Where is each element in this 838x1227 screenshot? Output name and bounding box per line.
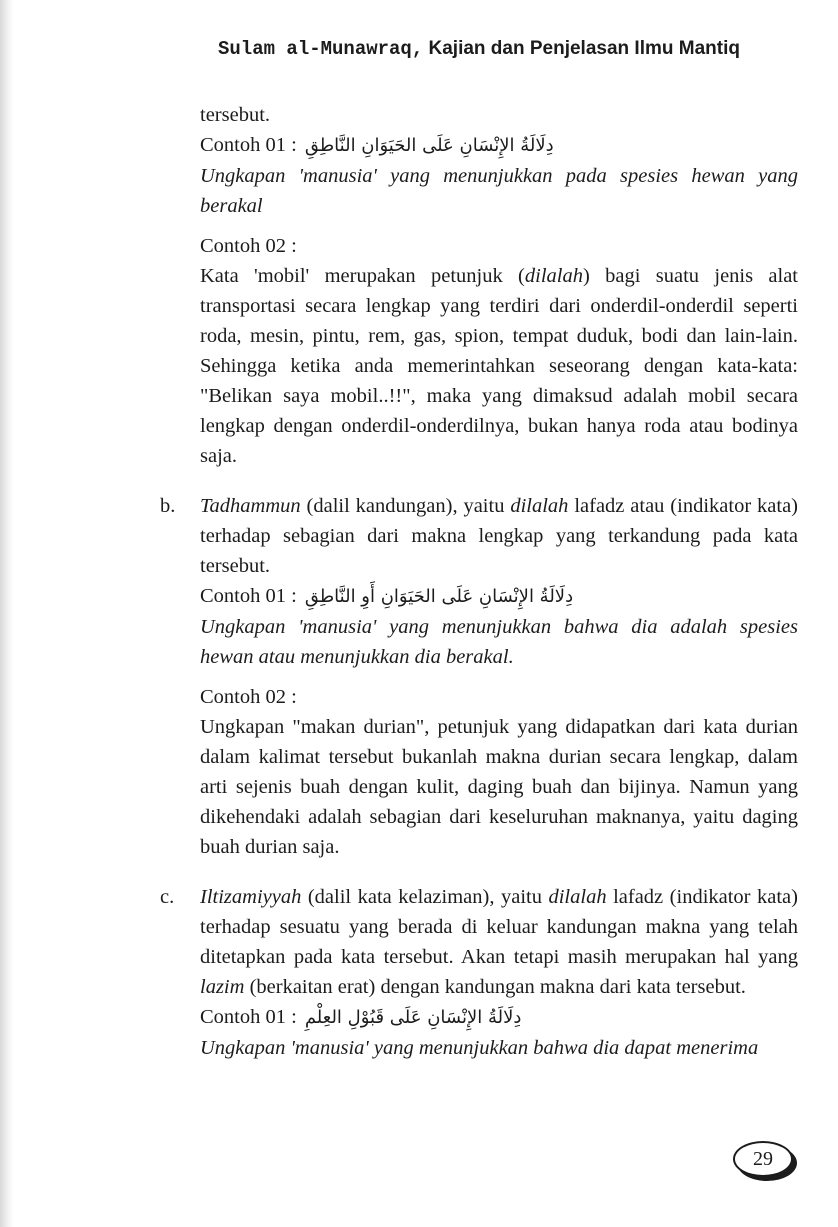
section-c-definition xyxy=(200,882,798,1002)
term-italic: dilalah xyxy=(510,495,569,517)
text-span: (dalil kandungan), yaitu xyxy=(300,495,511,517)
section-b-definition xyxy=(200,491,798,581)
section-b xyxy=(160,491,798,862)
section-c xyxy=(160,882,798,1063)
text-span: lafadz (indikator kata) terhadap sesuatu yang berada di keluar kandungan makna yang telah ditetapkan pada kata tersebut. Akan tetapi masih merupakan hal yang xyxy=(200,886,798,968)
section-b-example1 xyxy=(200,581,798,612)
example-explanation: Ungkapan 'manusia' yang menunjukkan pada spesies hewan yang berakal xyxy=(200,165,798,217)
section-a-example2-text xyxy=(200,261,798,471)
section-b-example2-text: Ungkapan "makan durian", petunjuk yang didapatkan dari kata durian dalam kalimat tersebut bukanlah makna durian secara lengkap, dalam arti sejenis buah dengan kulit, daging buah dan bijinya. Namun yang dikehendaki adalah sebagian dari keseluruhan maknanya, yaitu daging buah durian saja. xyxy=(200,716,798,858)
page-number-badge xyxy=(733,1141,793,1177)
example-label: Contoh 01 : xyxy=(200,1006,297,1028)
page-number: 29 xyxy=(753,1147,773,1170)
term-italic: dilalah xyxy=(548,886,607,908)
arabic-text: دِلَالَةُ الإِنْسَانِ عَلَى الحَيَوَانِ النَّاطِقِ xyxy=(304,135,554,156)
example-label: Contoh 01 : xyxy=(200,134,297,156)
example-label: Contoh 02 : xyxy=(200,686,297,708)
list-marker: b. xyxy=(160,495,176,517)
text-span: Kata 'mobil' merupakan petunjuk ( xyxy=(200,265,525,287)
term-italic: lazim xyxy=(200,976,245,998)
example-explanation: Ungkapan 'manusia' yang menunjukkan bahwa dia dapat menerima xyxy=(200,1037,759,1059)
text-span: (berkaitan erat) dengan kandungan makna dari kata tersebut. xyxy=(244,976,746,998)
arabic-text: دِلَالَةُ الإِنْسَانِ عَلَى قَبُوْلِ العِلْمِ xyxy=(304,1007,522,1028)
arabic-text: دِلَالَةُ الإِنْسَانِ عَلَى الحَيَوَانِ أَوِ النَّاطِقِ xyxy=(304,586,574,607)
page-body xyxy=(160,100,799,1063)
text-span: (dalil kata kelaziman), yaitu xyxy=(301,886,549,908)
example-label: Contoh 02 : xyxy=(200,235,297,257)
term-italic: dilalah xyxy=(524,265,583,287)
term-italic: Iltizamiyyah xyxy=(200,886,302,908)
section-a-example1 xyxy=(200,130,798,161)
example-explanation: Ungkapan 'manusia' yang menunjukkan bahwa dia adalah spesies hewan atau menunjukkan dia berakal. xyxy=(200,616,798,668)
example-label: Contoh 01 : xyxy=(200,585,297,607)
text-span: ) bagi suatu jenis alat transportasi secara lengkap yang terdiri dari onderdil-onderdil seperti roda, mesin, pintu, rem, gas, spion, tempat duduk, bodi dan lain-lain. Sehingga ketika anda memerintahkan seseorang dengan kata-kata: "Belikan saya mobil..!!", maka yang dimaksud adalah mobil secara lengkap dengan onderdil-onderdilnya, bukan hanya roda atau bodinya saja. xyxy=(200,265,799,467)
section-c-example1 xyxy=(200,1002,798,1033)
text-span: lafadz atau (indikator kata) terhadap sebagian dari makna lengkap yang terkandung pada kata tersebut. xyxy=(200,495,798,577)
running-header xyxy=(218,38,738,60)
header-title-part2: Kajian dan Penjelasan Ilmu Mantiq xyxy=(423,38,740,59)
intro-tail: tersebut. xyxy=(200,104,271,126)
list-marker: c. xyxy=(160,886,175,908)
header-title-part1: Sulam al-Munawraq, xyxy=(218,38,424,60)
term-italic: Tadhammun xyxy=(200,495,301,517)
book-binding-shadow xyxy=(0,0,14,1227)
